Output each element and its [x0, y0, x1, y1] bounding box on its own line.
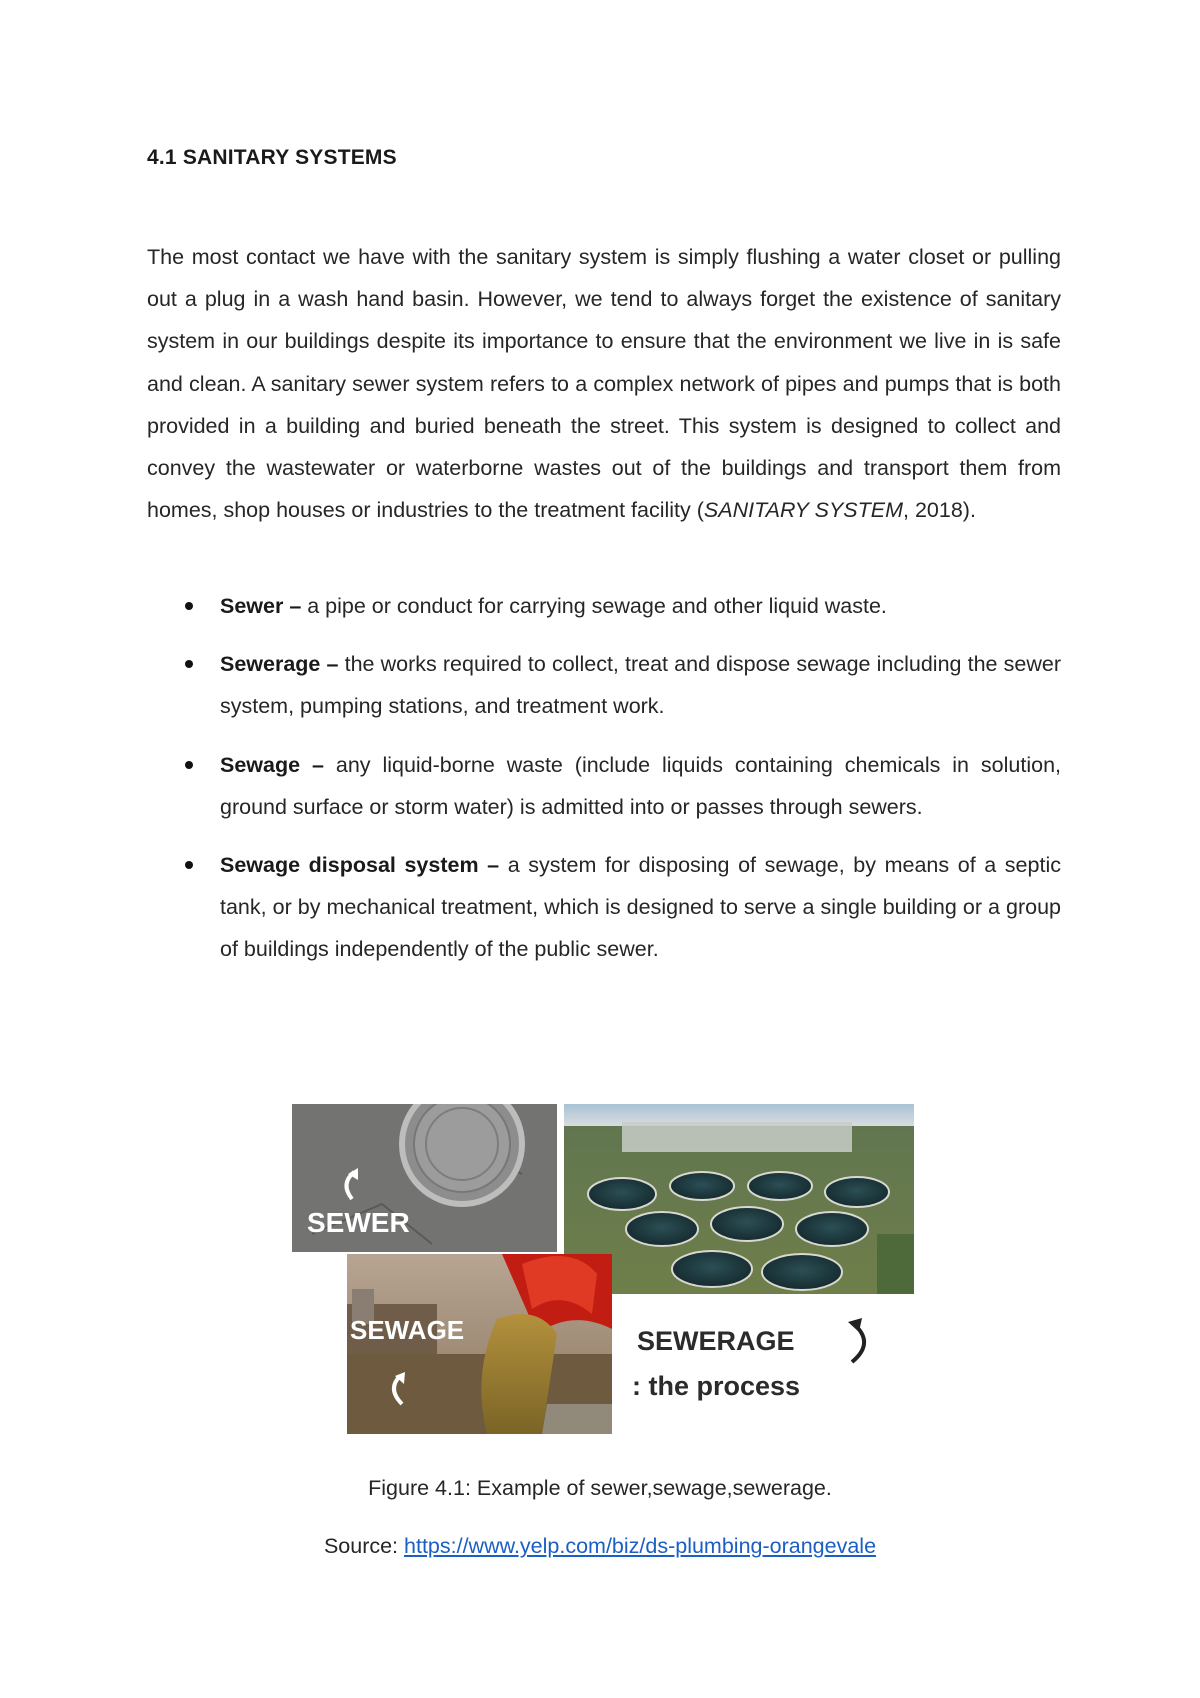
- intro-text: The most contact we have with the sanitary system is simply flushing a water closet or pulling out a plug in a wash hand basin. However, we tend to always forget the existence of sanitary system in our buildings despite its importance to ensure that the environment we live in is safe and clean. A sanitary sewer system refers to a complex network of pipes and pumps that is both provided in a building and buried beneath the street. This system is designed to collect and convey the wastewater or waterborne wastes out of the buildings and transport them from homes, shop houses or industries to the treatment facility (: [147, 245, 1061, 523]
- sewer-label: SEWER: [307, 1207, 410, 1238]
- sewerage-process-label: : the process: [632, 1371, 801, 1401]
- bullet-icon: [185, 861, 193, 869]
- definition-term: Sewer –: [220, 594, 302, 618]
- definition-item-sewerage: [147, 643, 1061, 727]
- definition-term: Sewage disposal system –: [220, 853, 500, 878]
- definition-item-sewer: [147, 585, 1061, 627]
- figure-source: [0, 1534, 1200, 1559]
- section-heading: 4.1 SANITARY SYSTEMS: [147, 146, 397, 169]
- bullet-icon: [185, 602, 193, 610]
- sewer-sewage-sewerage-figure: [292, 1104, 914, 1434]
- definition-text: any liquid-borne waste (include liquids containing chemicals in solution, ground surface or storm water) is admitted into or passes through sewers.: [220, 752, 1062, 819]
- citation-year: , 2018).: [903, 498, 976, 523]
- definition-text: the works required to collect, treat and dispose sewage including the sewer system, pumping stations, and treatment work.: [220, 652, 1061, 719]
- source-link[interactable]: https://www.yelp.com/biz/ds-plumbing-orangevale: [404, 1534, 877, 1558]
- sewerage-label: SEWERAGE: [637, 1326, 795, 1356]
- definition-term: Sewerage –: [220, 652, 339, 677]
- definition-item-sewage: [147, 744, 1061, 828]
- definition-term: Sewage –: [220, 752, 324, 777]
- definition-item-sewage-disposal-system: [147, 844, 1061, 971]
- bullet-icon: [185, 761, 193, 769]
- bullet-icon: [185, 660, 193, 668]
- definition-list: [147, 585, 1061, 987]
- definition-text: a system for disposing of sewage, by means of a septic tank, or by mechanical treatment, which is designed to serve a single building or a group of buildings independently of the public sewer.: [220, 853, 1061, 962]
- sewage-label: SEWAGE: [350, 1315, 465, 1345]
- curved-arrow-icon: [848, 1318, 864, 1362]
- citation-title: SANITARY SYSTEM: [703, 498, 904, 523]
- source-prefix: Source:: [323, 1534, 405, 1558]
- intro-paragraph: [147, 236, 1061, 531]
- definition-text: a pipe or conduct for carrying sewage and other liquid waste.: [301, 594, 887, 618]
- treatment-plant-photo: [564, 1104, 914, 1294]
- figure-caption: Figure 4.1: Example of sewer,sewage,sewerage.: [368, 1476, 832, 1500]
